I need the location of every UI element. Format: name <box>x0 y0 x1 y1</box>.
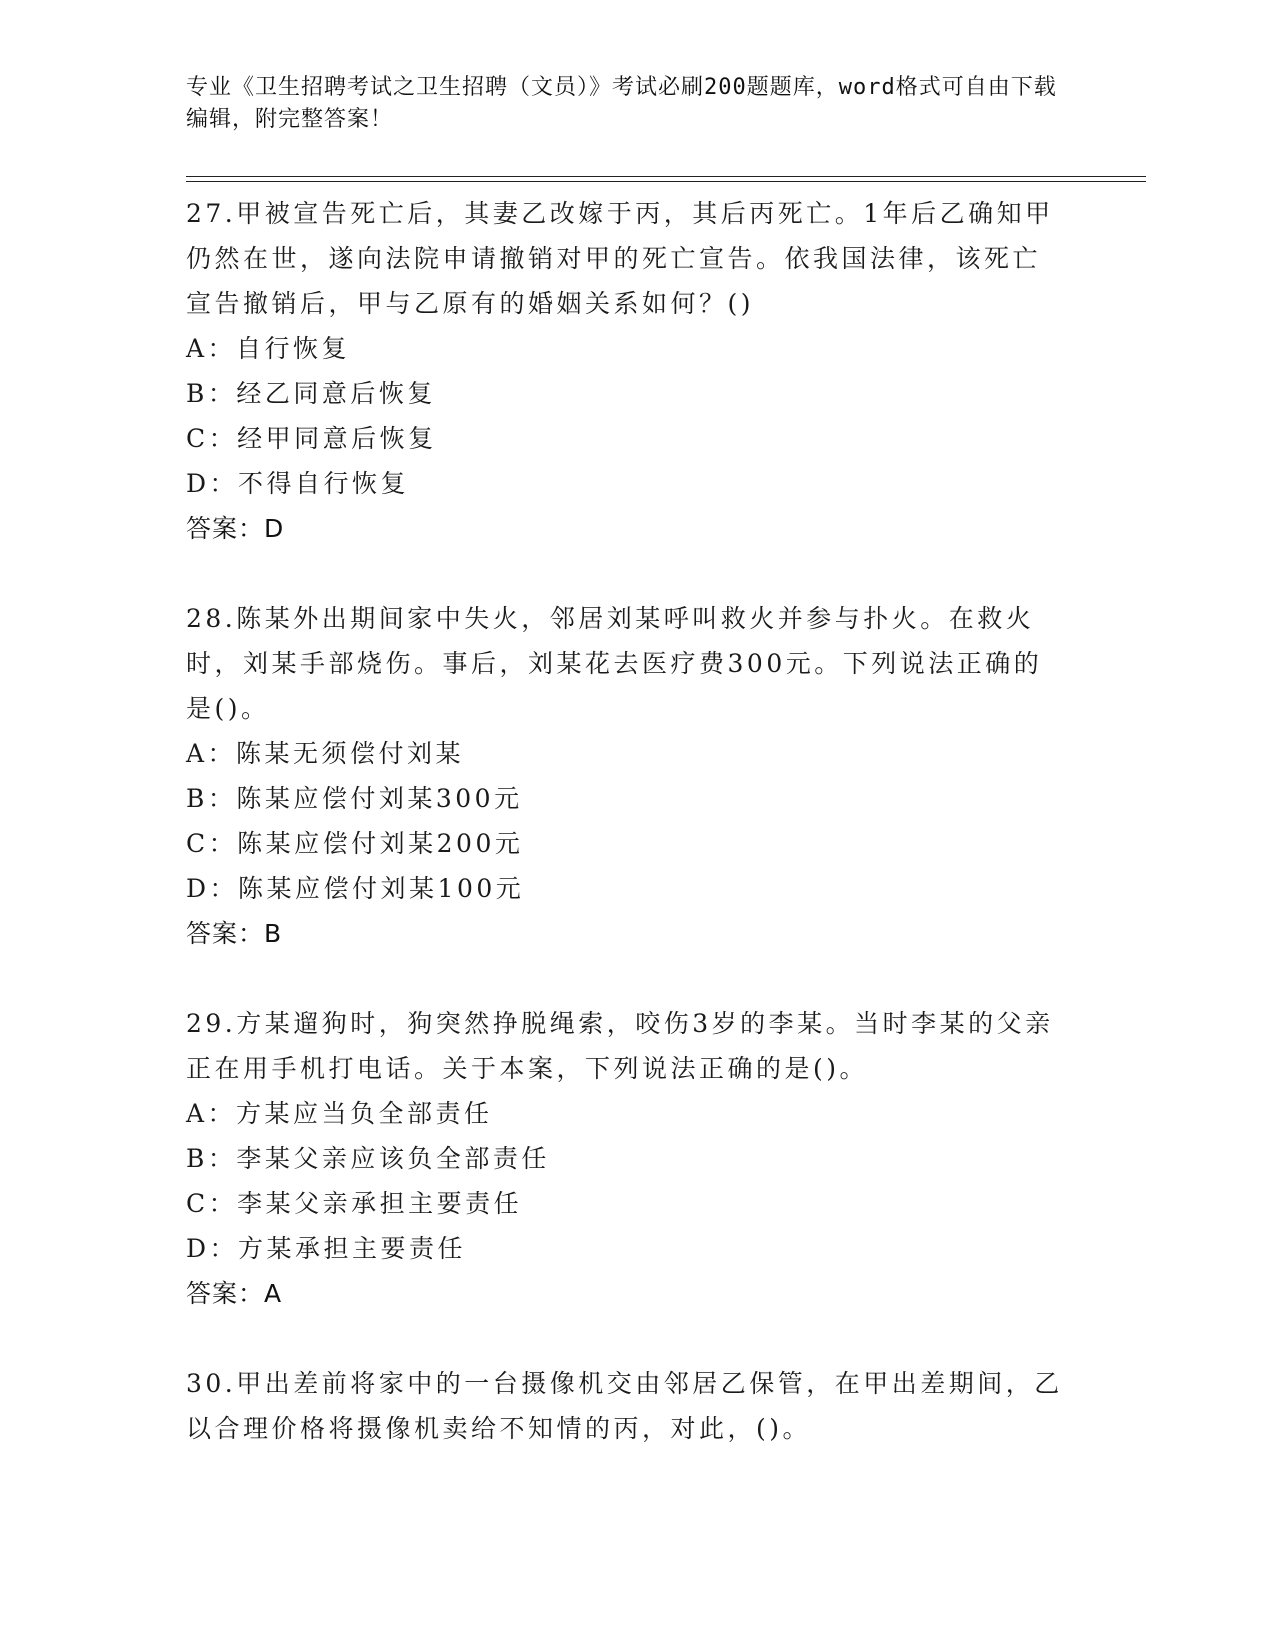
option-c: C：经甲同意后恢复 <box>186 424 437 453</box>
option-c: C：陈某应偿付刘某200元 <box>186 829 524 858</box>
question-stem: 27.甲被宣告死亡后，其妻乙改嫁于丙，其后丙死亡。1年后乙确知甲仍然在世，遂向法院申请撤销对甲的死亡宣告。依我国法律，该死亡宣告撤销后，甲与乙原有的婚姻关系如何？() <box>186 199 1054 318</box>
question-stem: 28.陈某外出期间家中失火，邻居刘某呼叫救火并参与扑火。在救火时，刘某手部烧伤。事后，刘某花去医疗费300元。下列说法正确的是()。 <box>186 604 1043 723</box>
option-d: D：陈某应偿付刘某100元 <box>186 874 525 903</box>
option-a: A：方某应当负全部责任 <box>186 1099 493 1128</box>
question-29 <box>186 1001 1066 1316</box>
header-rule-bottom <box>186 181 1146 182</box>
question-stem: 29.方某遛狗时，狗突然挣脱绳索，咬伤3岁的李某。当时李某的父亲正在用手机打电话。关于本案，下列说法正确的是()。 <box>186 1009 1054 1083</box>
document-header: 专业《卫生招聘考试之卫生招聘（文员）》考试必刷200题题库，word格式可自由下载编辑，附完整答案！ <box>186 75 1057 132</box>
question-stem: 30.甲出差前将家中的一台摄像机交由邻居乙保管，在甲出差期间，乙以合理价格将摄像机卖给不知情的丙，对此，()。 <box>186 1369 1063 1443</box>
answer-line: 答案：D <box>186 514 285 543</box>
document-page <box>186 0 1146 1650</box>
question-28 <box>186 596 1066 956</box>
option-c: C：李某父亲承担主要责任 <box>186 1189 523 1218</box>
answer-line: 答案：A <box>186 1279 283 1308</box>
question-30 <box>186 1361 1066 1451</box>
option-a: A：陈某无须偿付刘某 <box>186 739 465 768</box>
option-b: B：经乙同意后恢复 <box>186 379 436 408</box>
option-b: B：陈某应偿付刘某300元 <box>186 784 523 813</box>
option-d: D：方某承担主要责任 <box>186 1234 467 1263</box>
answer-line: 答案：B <box>186 919 283 948</box>
option-b: B：李某父亲应该负全部责任 <box>186 1144 550 1173</box>
option-d: D：不得自行恢复 <box>186 469 410 498</box>
option-a: A：自行恢复 <box>186 334 351 363</box>
question-list <box>186 191 1066 1451</box>
question-27 <box>186 191 1066 551</box>
header-rule-top <box>186 176 1146 177</box>
